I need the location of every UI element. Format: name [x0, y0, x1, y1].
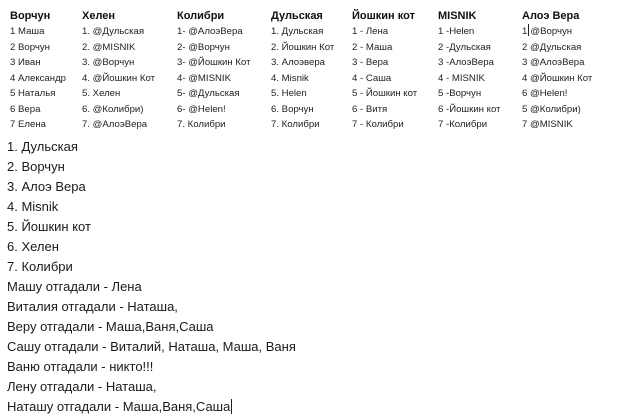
list-item: 6 - Витя: [352, 103, 388, 115]
list-item: 5 @Колибри): [522, 103, 581, 115]
list-item: 7 @MISNIK: [522, 119, 573, 130]
text-cursor: [528, 24, 529, 36]
list-item: 7. Колибри: [271, 119, 320, 130]
list-item: 6 -Йошкин кот: [438, 103, 501, 115]
ranking-item: 4. Misnik: [7, 199, 59, 214]
list-item: 7 -Колибри: [438, 119, 488, 130]
list-item: 3 -АлоэВера: [438, 57, 494, 68]
list-item: 2 Ворчун: [10, 41, 50, 53]
vote-column: [352, 9, 417, 133]
guess-line: Сашу отгадали - Виталий, Наташа, Маша, Ваня: [7, 339, 296, 354]
list-item: 6. @Колибри): [82, 103, 144, 115]
list-item: 6 @Helen!: [522, 88, 568, 99]
list-item: 1. @Дульская: [82, 26, 145, 37]
vote-column: [438, 9, 500, 133]
list-item: 4. @Йошкин Кот: [82, 72, 155, 84]
column-list: [352, 24, 417, 133]
list-item: 3. @Ворчун: [82, 57, 135, 68]
list-item: 2. @MISNIK: [82, 41, 136, 53]
vote-column: [522, 9, 592, 133]
list-item: 5 - Йошкин кот: [352, 88, 418, 99]
list-item: 4- @MISNIK: [177, 72, 231, 84]
final-ranking-list: [7, 137, 91, 277]
list-item: 1 Маша: [10, 26, 45, 37]
list-item: 1 - Лена: [352, 26, 389, 37]
list-item: 2- @Ворчун: [177, 41, 230, 53]
list-item: 4 - MISNIK: [438, 72, 485, 84]
list-item: 2. Йошкин Кот: [271, 41, 335, 53]
column-title: Хелен: [82, 10, 116, 22]
list-item: 5 -Ворчун: [438, 88, 482, 99]
column-title: MISNIK: [438, 10, 477, 22]
guess-line: Ваню отгадали - никто!!!: [7, 359, 154, 374]
list-item: 5. Хелен: [82, 88, 121, 99]
list-item: 2 -Дульская: [438, 41, 491, 53]
ranking-item: 1. Дульская: [7, 139, 78, 154]
guess-line: Машу отгадали - Лена: [7, 279, 142, 294]
column-title: Алоэ Вера: [522, 10, 580, 22]
guess-line: Лену отгадали - Наташа,: [7, 379, 157, 394]
list-item: 1 -Helen: [438, 26, 475, 37]
list-item: 4 @Йошкин Кот: [522, 72, 593, 84]
list-item: 3- @Йошкин Кот: [177, 57, 251, 68]
list-item: 4 - Саша: [352, 72, 392, 84]
list-item: 6- @Helen!: [177, 103, 226, 115]
column-title: Ворчун: [10, 10, 51, 22]
ranking-item: 3. Алоэ Вера: [7, 179, 86, 194]
vote-column: [82, 9, 155, 133]
list-item: 3. Алоэвера: [271, 57, 325, 68]
list-item: 3 @АлоэВера: [522, 57, 585, 68]
list-item: 6 Вера: [10, 103, 41, 115]
list-item: 5. Helen: [271, 88, 307, 99]
ranking-item: 5. Йошкин кот: [7, 219, 91, 234]
list-item: 7 Елена: [10, 119, 46, 130]
column-list: [271, 24, 334, 133]
list-item: 6. Ворчун: [271, 103, 314, 115]
guess-line: Веру отгадали - Маша,Ваня,Саша: [7, 319, 214, 334]
vote-column: [177, 9, 251, 133]
column-title: Йошкин кот: [352, 10, 415, 22]
guesses-list: [7, 277, 296, 417]
column-list: [10, 24, 66, 133]
column-list: [177, 24, 251, 133]
list-item: 7. Колибри: [177, 119, 226, 130]
column-list: [522, 24, 592, 133]
guess-line: Наташу отгадали - Маша,Ваня,Саша: [7, 399, 231, 414]
list-item: 5 Наталья: [10, 88, 56, 99]
column-list: [82, 24, 155, 133]
column-title: Дульская: [271, 10, 323, 22]
list-item: 1- @АлоэВера: [177, 26, 243, 37]
list-item: 3 - Вера: [352, 57, 389, 68]
list-item: 7. @АлоэВера: [82, 119, 148, 130]
list-item: 7 - Колибри: [352, 119, 404, 130]
list-item: 4 Александр: [10, 72, 67, 84]
ranking-item: 2. Ворчун: [7, 159, 65, 174]
list-item: 2 @Дульская: [522, 41, 582, 53]
guess-line: Виталия отгадали - Наташа,: [7, 299, 178, 314]
vote-column: [10, 9, 66, 133]
column-list: [438, 24, 500, 133]
list-item: 1 @Ворчун: [522, 26, 573, 37]
column-title: Колибри: [177, 10, 225, 22]
list-item: 3 Иван: [10, 57, 41, 68]
vote-column: [271, 9, 334, 133]
ranking-item: 7. Колибри: [7, 259, 73, 274]
list-item: 1. Дульская: [271, 26, 324, 37]
list-item: 4. Misnik: [271, 72, 309, 84]
list-item: 2 - Маша: [352, 41, 393, 53]
ranking-item: 6. Хелен: [7, 239, 59, 254]
text-cursor: [231, 399, 232, 414]
list-item: 5- @Дульская: [177, 88, 240, 99]
